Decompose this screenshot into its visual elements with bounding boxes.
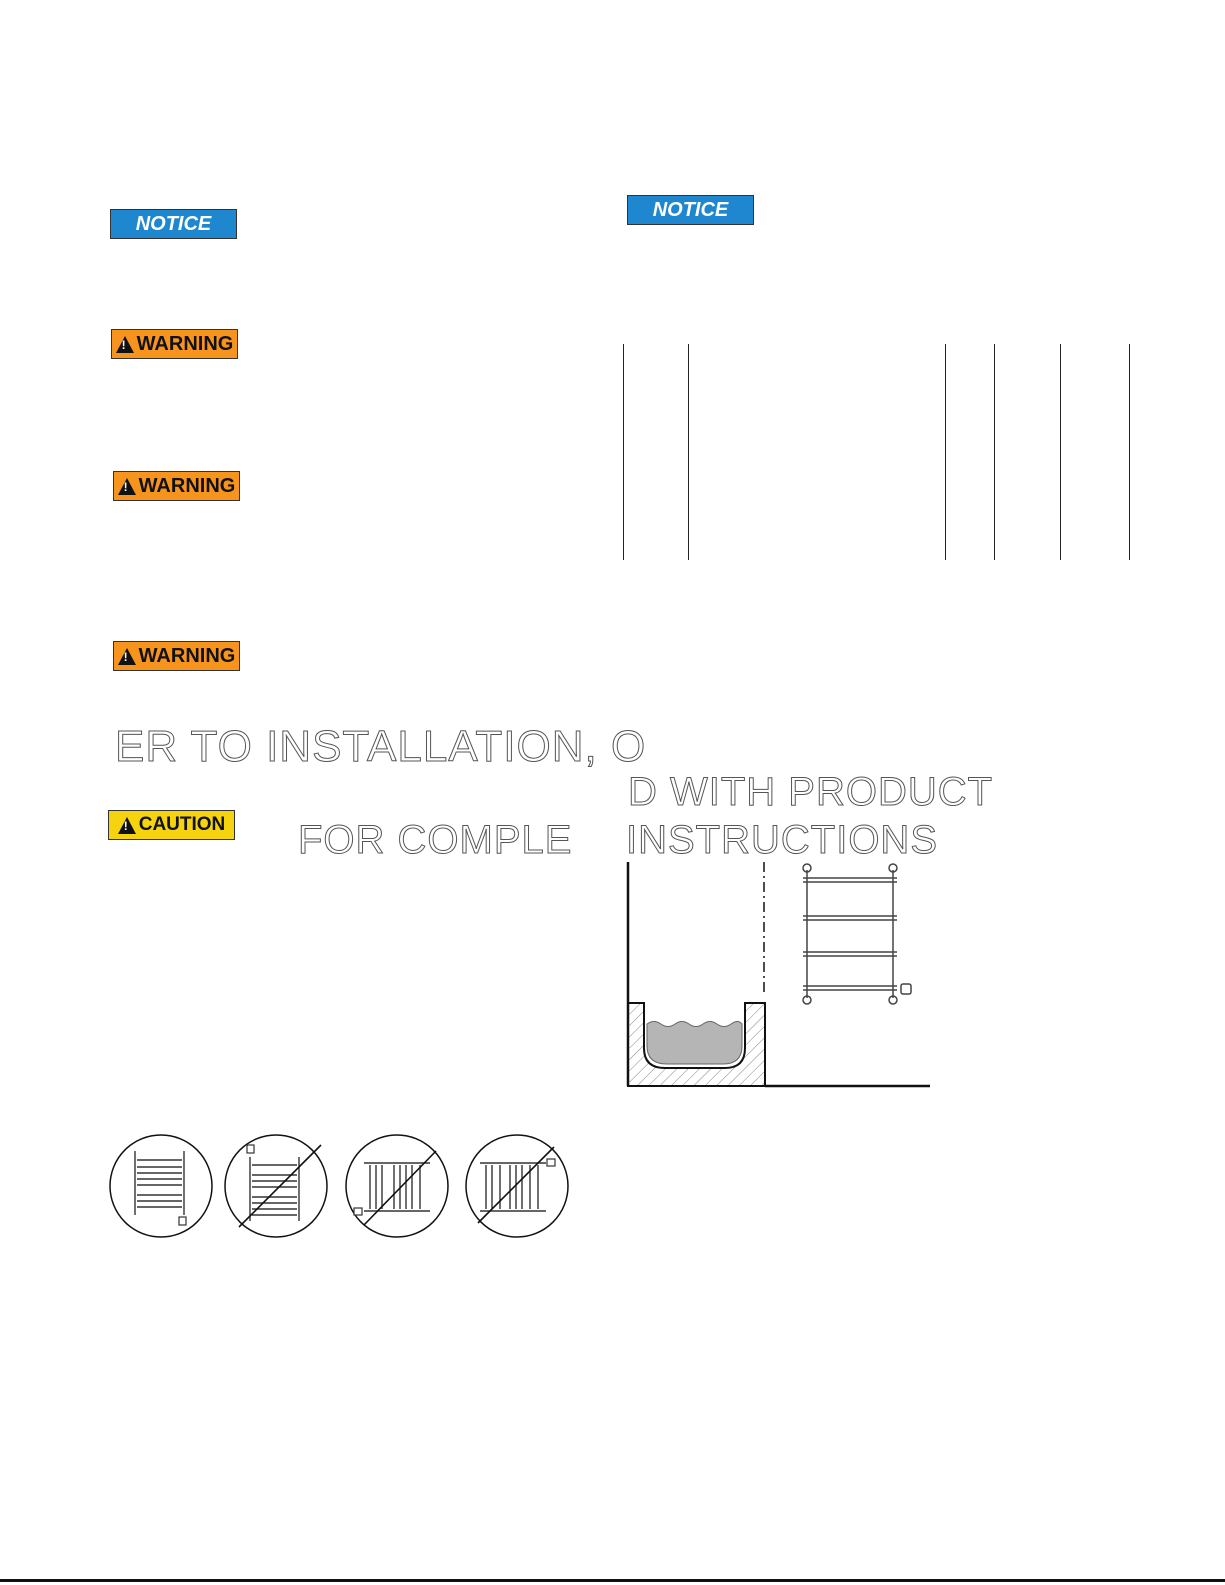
warning-triangle-icon (118, 817, 136, 834)
table-rule (623, 344, 624, 560)
overlay-line-4: INSTRUCTIONS (626, 818, 938, 862)
table-rule (1129, 344, 1130, 560)
bathtub-clearance-diagram (625, 860, 935, 1092)
table-rule (994, 344, 995, 560)
overlay-line-1: ER TO INSTALLATION, O (115, 722, 647, 771)
orientation-wrong-icon (464, 1133, 570, 1239)
overlay-line-3: FOR COMPLE (298, 818, 573, 862)
overlay-line-2: D WITH PRODUCT (628, 770, 994, 814)
warning-triangle-icon (116, 336, 134, 353)
warning-label-3: ! WARNING (113, 641, 240, 671)
page-bottom-rule (0, 1579, 1225, 1582)
notice-label-right: NOTICE (627, 195, 754, 225)
towel-warmer-drawing (803, 864, 911, 1004)
warning-label-1: ! WARNING (111, 329, 238, 359)
caution-label: ! CAUTION (108, 810, 235, 840)
orientation-wrong-icon (223, 1133, 329, 1239)
warning-triangle-icon (118, 478, 136, 495)
orientation-ok-icon (108, 1133, 214, 1239)
warning-label-2: ! WARNING (113, 471, 240, 501)
notice-label-left: NOTICE (110, 209, 237, 239)
warning-triangle-icon (118, 648, 136, 665)
table-rule (1060, 344, 1061, 560)
orientation-wrong-icon (344, 1133, 450, 1239)
table-rule (945, 344, 946, 560)
table-rule (688, 344, 689, 560)
